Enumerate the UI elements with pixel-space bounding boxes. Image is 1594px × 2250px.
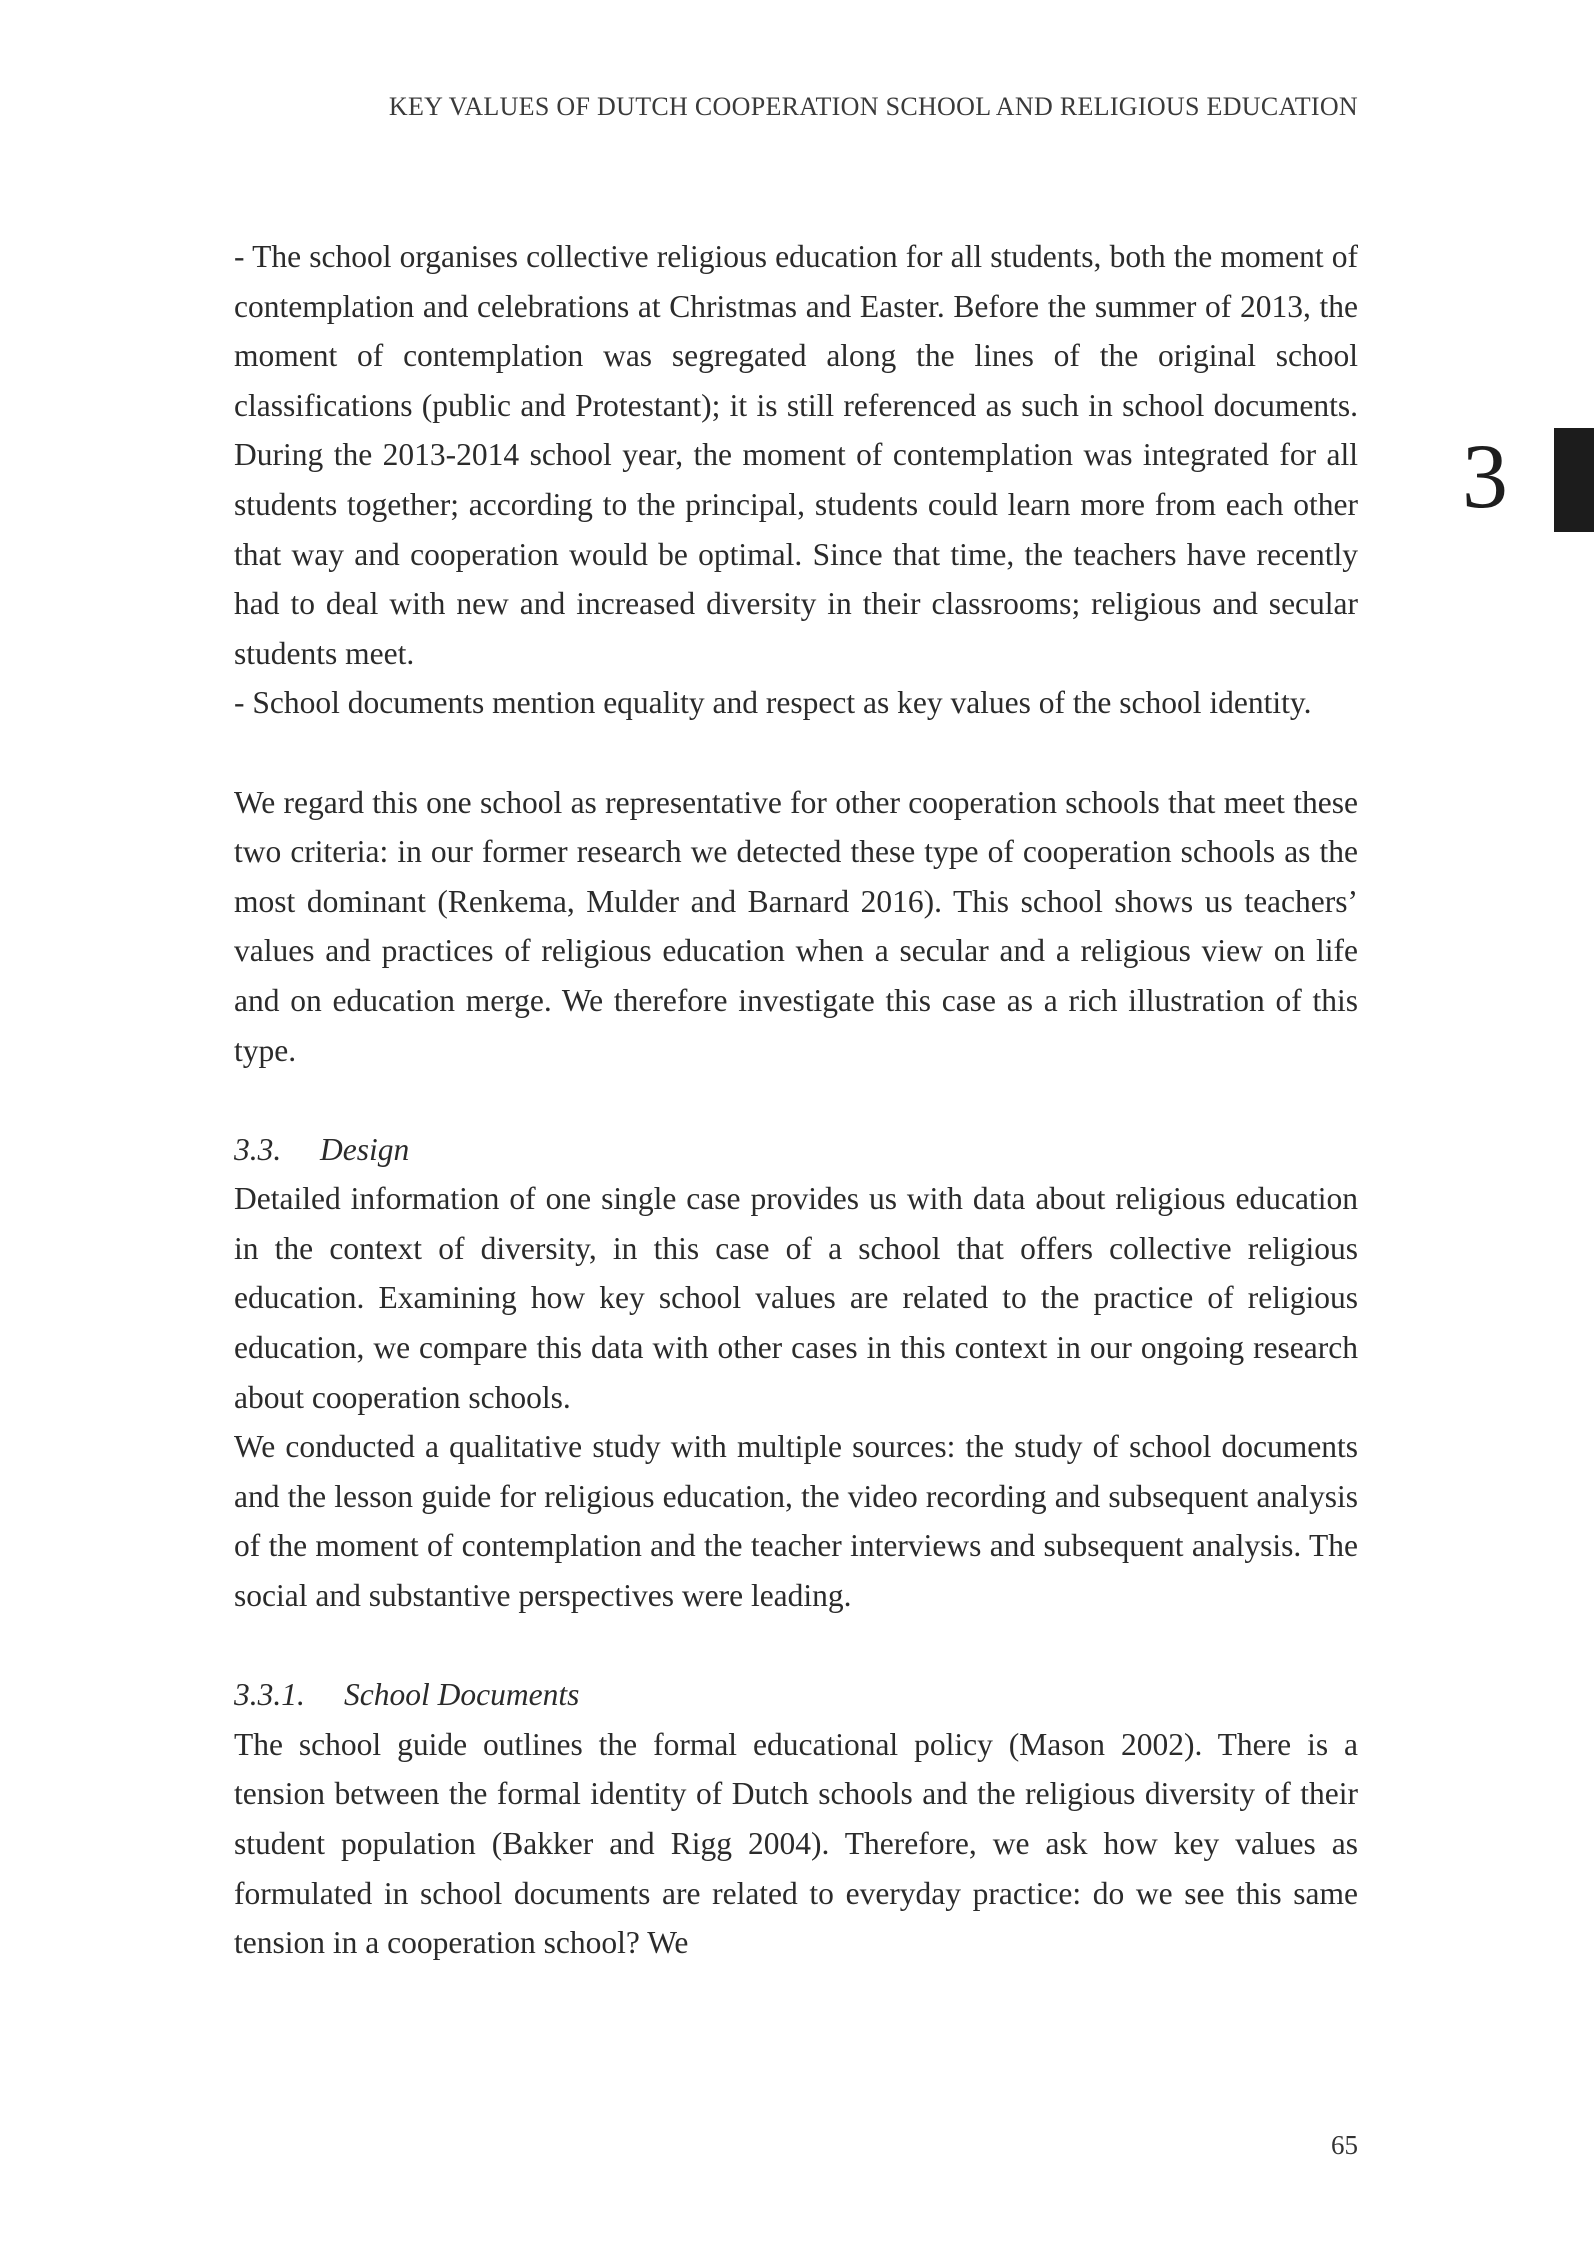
paragraph-qualitative-study: We conducted a qualitative study with multiple sources: the study of school documents and the lesson guide for religious education, the video recording and subsequent analysis of the moment of contemplation and the teacher interviews and subsequent analysis. The social and substantive perspectives were leading. (234, 1429, 1358, 1614)
subsection-title: School Documents (344, 1677, 580, 1713)
paragraph-gap (234, 728, 1358, 778)
page-number: 65 (1331, 2130, 1358, 2160)
chapter-tab (1462, 425, 1594, 532)
paragraph-design: Detailed information of one single case provides us with data about religious education in the context of diversity, in this case of a school that offers collective religious education. Examining how key school values are related to the practice of religious education, we compare this data with other cases in this context in our ongoing research about cooperation schools. (234, 1181, 1358, 1415)
section-title: Design (320, 1131, 410, 1167)
subsection-number: 3.3.1. (234, 1677, 305, 1713)
paragraph-gap (234, 1075, 1358, 1125)
subsection-heading-school-documents (234, 1670, 1358, 1720)
section-heading-design (234, 1125, 1358, 1175)
chapter-number: 3 (1462, 425, 1508, 527)
paragraph-key-values: - School documents mention equality and respect as key values of the school identity. (234, 685, 1312, 721)
paragraph-representative: We regard this one school as representative for other cooperation schools that meet these two criteria: in our former research we detected these type of cooperation schools as the most dominant (Renkema, Mulder and Barnard 2016). This school shows us teachers’ values and practices of religious education when a secular and a religious view on life and on education merge. We therefore investigate this case as a rich illustration of this type. (234, 784, 1358, 1068)
chapter-tab-bar (1554, 428, 1594, 532)
paragraph-gap (234, 1621, 1358, 1671)
running-header: KEY VALUES OF DUTCH COOPERATION SCHOOL AND RELIGIOUS EDUCATION (388, 92, 1358, 121)
paragraph-school-guide: The school guide outlines the formal educational policy (Mason 2002). There is a tension between the formal identity of Dutch schools and the religious diversity of their student population (Bakker and Rigg 2004). Therefore, we ask how key values as formulated in school documents are related to everyday practice: do we see this same tension in a cooperation school? We (234, 1726, 1358, 1961)
section-number: 3.3. (234, 1131, 282, 1167)
paragraph-contemplation: - The school organises collective religious education for all students, both the moment of contemplation and celebrations at Christmas and Easter. Before the summer of 2013, the moment of contemplation was segregated along the lines of the original school classifications (public and Protestant); it is still referenced as such in school documents. During the 2013-2014 school year, the moment of contemplation was integrated for all students together; according to the principal, students could learn more from each other that way and cooperation would be optimal. Since that time, the teachers have recently had to deal with new and increased diversity in their classrooms; religious and secular students meet. (234, 239, 1358, 671)
body-text (234, 232, 1358, 1968)
